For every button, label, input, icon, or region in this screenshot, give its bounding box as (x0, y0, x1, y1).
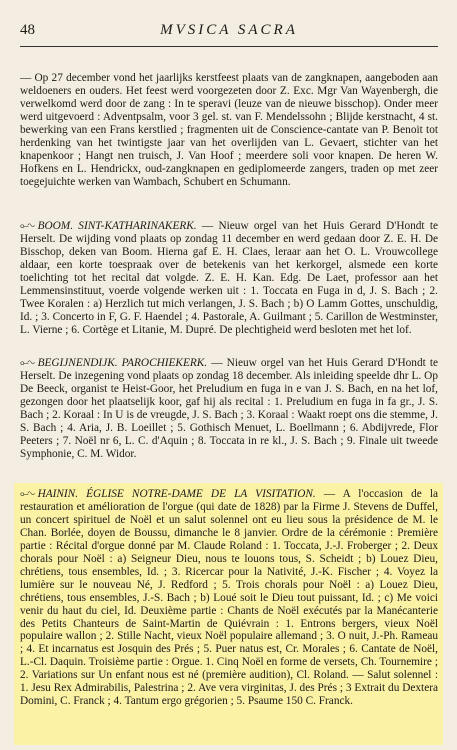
ornament-icon: ⟜∿ (20, 220, 34, 232)
ornament-icon: ⟜∿ (20, 357, 34, 369)
article-boom-text: — Nieuw orgel van het Huis Gerard D'Hondt te Herselt. De wijding vond plaats op zondag 11 december en werd gedaan door Z. E. H. De Bisschop, deken van Boom. Hierna gaf E. H. Claes, leraar aan het O. L. Vrouwcollege aldaar, een korte toespraak over de betekenis van het kerkorgel, alsmede een korte toelichting tot het recital dat volgde. Z. E. H. Kan. Edg. De Laet, professor aan het Lemmensinstituut, voerde volgende werken uit : 1. Toccata en Fuga in d, J. S. Bach ; 2. Twee Koralen : a) Herzlich tut mich verlangen, J. S. Bach ; b) O Lamm Gottes, unschuldig, Id. ; 3. Concerto in F, G. F. Haendel ; 4. Pastorale, A. Guilmant ; 5. Carillon de Westminster, L. Vierne ; 6. Cortège et Litanie, M. Dupré. De plechtigheid werd besloten met het lof. (20, 220, 438, 336)
article-boom-heading: BOOM. SINT-KATHARINAKERK. (37, 220, 197, 232)
page-number: 48 (20, 22, 35, 38)
article-begijnendijk-heading: BEGIJNENDIJK. PAROCHIEKERK. (37, 357, 208, 369)
page-header (20, 22, 438, 46)
article-christmas (20, 72, 438, 189)
article-begijnendijk-text: — Nieuw orgel van het Huis Gerard D'Hondt te Herselt. De inzegening vond plaats op zondag 18 december. Als inleiding speelde dhr L. Op De Beeck, organist te Heist-Goor, het Preludium en fuga in e van J. S. Bach, en na het lof, gezongen door het plaatselijk koor, gaf hij als recital : 1. Preludium en fuga in fa gr., J. S. Bach ; 2. Koraal : In U is de vreugde, J. S. Bach ; 3. Koraal : Waakt roept ons die stemme, J. S. Bach ; 4. Aria, J. B. Loeillet ; 5. Gothisch Menuet, L. Boellmann ; 6. Abdijvrede, Flor Peeters ; 7. Noël nr 6, L. C. d'Aquin ; 8. Toccata in re kl., J. S. Bach ; 9. Finale uit tweede Symphonie, C. M. Widor. (20, 357, 439, 460)
running-title: MVSICA SACRA (160, 22, 298, 38)
header-rule (20, 46, 438, 47)
article-hainin-text: — A l'occasion de la restauration et amélioration de l'orgue (qui date de 1828) par la Firme J. Stevens de Duffel, un concert spirituel de Noël et un salut solennel ont eu lieu sous la présidence de M. le Chan. Borlée, doyen de Boussu, dimanche le 8 janvier. Ordre de la cérémonie : Première partie : Récital d'orgue donné par M. Claude Roland : 1. Toccata, J.-J. Froberger ; 2. Deux chorals pour Noël : a) Seigneur Dieu, nous te louons tous, S. Scheidt ; b) Louez Dieu, chrétiens, tous ensembles, Id. ; 3. Ricercar pour la Nativité, J.-K. Fischer ; 4. Voyez la lumière sur le nouveau Né, J. Redford ; 5. Trois chorals pour Noël : a) Louez Dieu, chrétiens, tous ensembles, J.-S. Bach ; b) Loué soit le Dieu tout puissant, Id. ; c) Me voici venir du haut du ciel, Id. Deuxième partie : Chants de Noël exécutés par la Manécanterie des Petits Chanteurs de Saint-Martin de Quiévrain : 1. Entrons bergers, vieux Noël populaire wallon ; 2. Stille Nacht, vieux Noël populaire allemand ; 3. O nuit, J.-Ph. Rameau ; 4. Et incarnatus est Josquin des Prés ; 5. Puer natus est, Cr. Morales ; 6. Cantate de Noël, L.-Cl. Daquin. Troisième partie : Orgue. 1. Cinq Noël en forme de versets, Ch. Tournemire ; 2. Variations sur Un enfant nous est né (première audition), Cl. Roland. — Salut solennel : 1. Jesu Rex Admirabilis, Palestrina ; 2. Ave vera virginitas, J. des Prés ; 3 Extrait du Dextera Domini, C. Franck ; 4. Tantum ergo grégorien ; 5. Psaume 150 C. Franck. (20, 488, 438, 708)
article-hainin (20, 488, 438, 708)
article-hainin-heading: HAININ. ÉGLISE NOTRE-DAME DE LA VISITATION. (37, 488, 316, 500)
article-christmas-text: — Op 27 december vond het jaarlijks kerstfeest plaats van de zangknapen, aangeboden aan weldoeners en ouders. Het feest werd voorgezeten door Z. Exc. Mgr Van Wayenbergh, die verwelkomd werd door de zang : In te speravi (leuze van de nieuwe bisschop). Onder meer werd uitgevoerd : Adventpsalm, voor 3 gel. st. van F. Mendelssohn ; Blijde kerstnacht, 4 st. bewerking van een Frans kerstlied ; fragmenten uit de Conscience-cantate van P. Benoit tot herdenking van het twintigste jaar van het overlijden van L. Gevaert, stichter van het knapenkoor ; Hangt nen truisch, J. Van Hoof ; meerdere soli voor knapen. De heren W. Hofkens en L. Hendrickx, oud-zangknapen en gediplomeerde zangers, traden op met zeer toegejuichte werken van Wambach, Schubert en Schumann. (20, 72, 438, 188)
article-boom (20, 220, 438, 337)
article-begijnendijk (20, 357, 438, 461)
ornament-icon: ⟜∿ (20, 488, 34, 500)
